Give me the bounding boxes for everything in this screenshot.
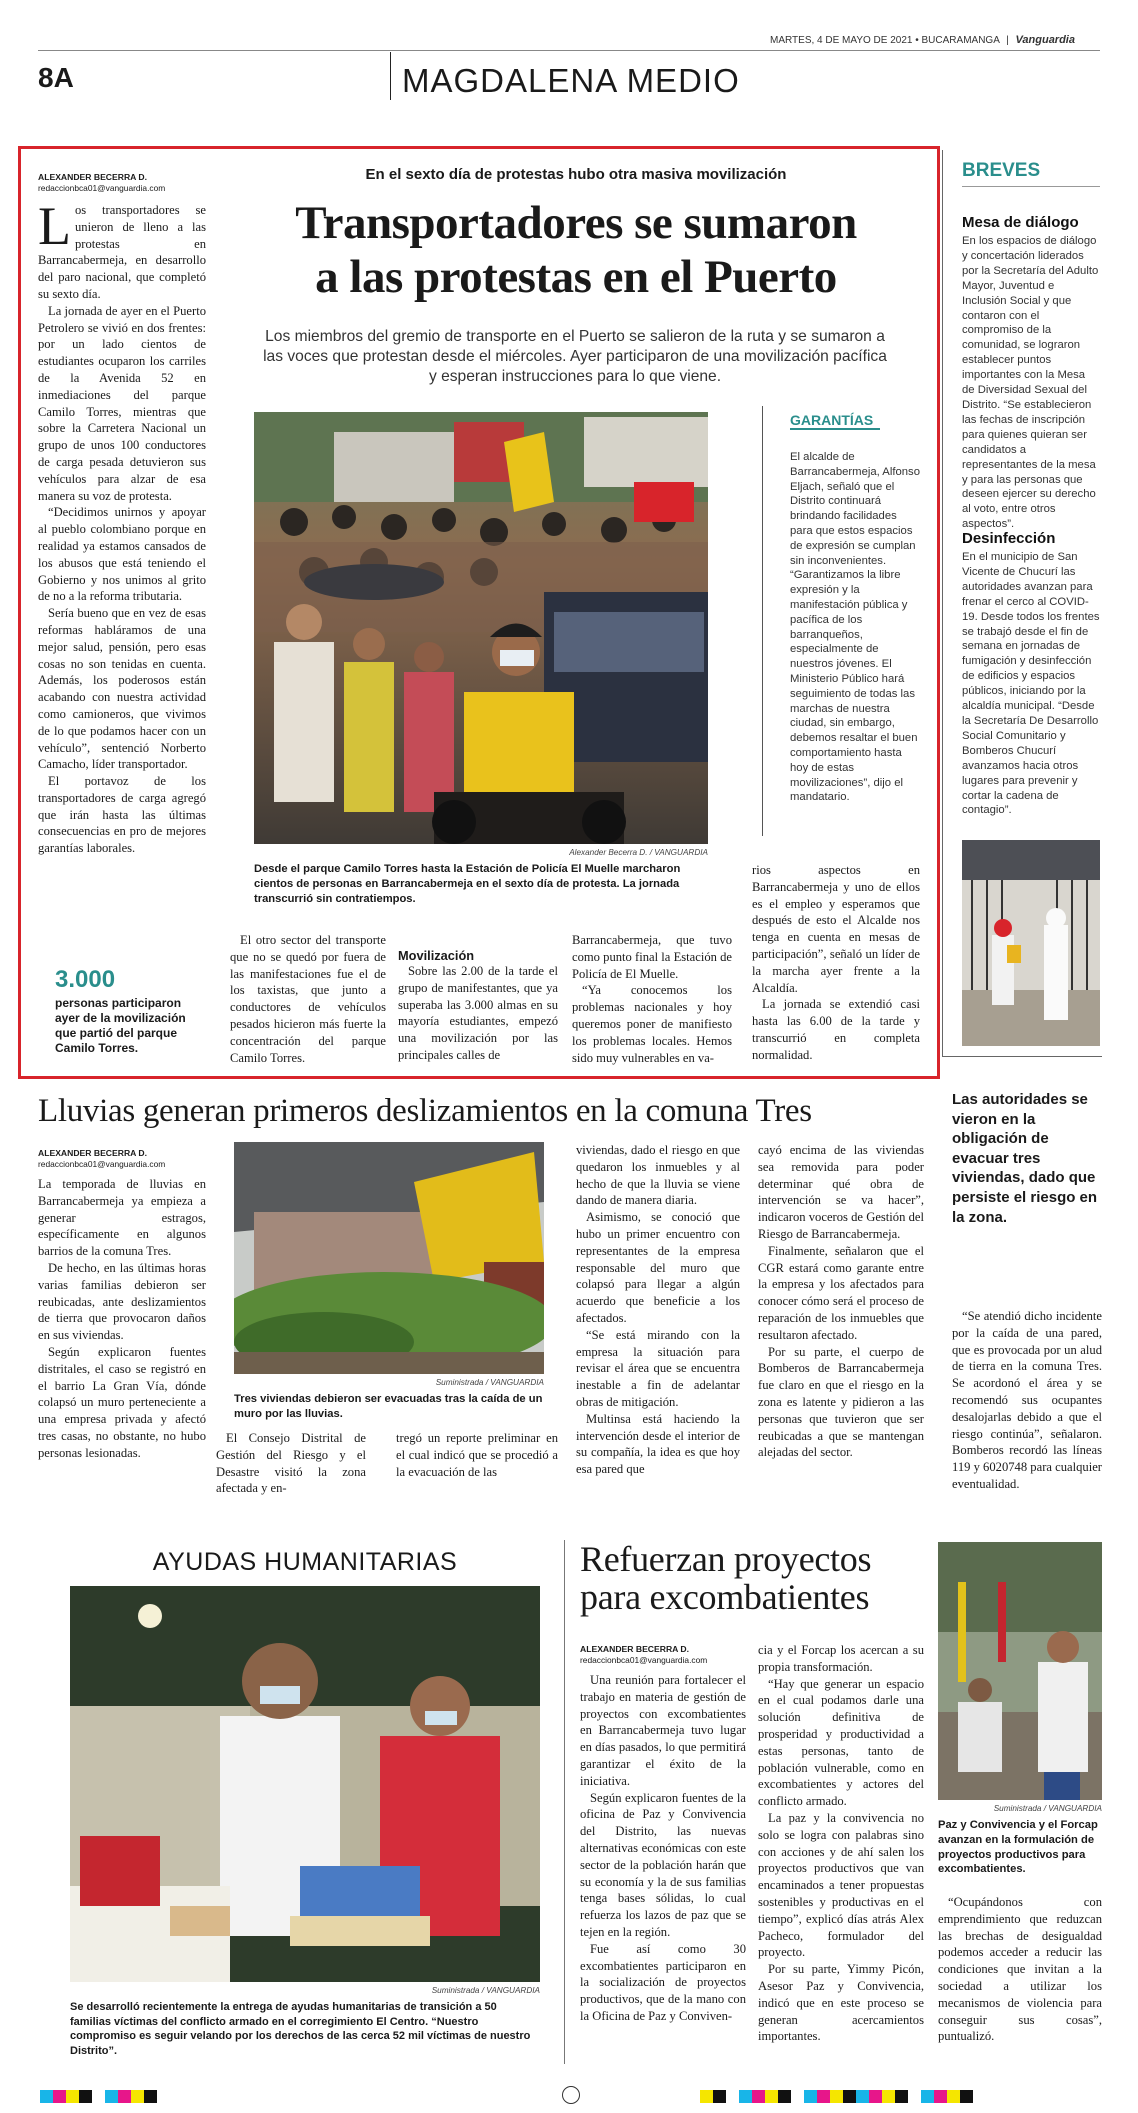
paragraph: cia y el Forcap los acercan a su propia transformación.: [758, 1643, 924, 1674]
second-pullquote: Las autoridades se vieron en la obligación de evacuar tres viviendas, dado que persiste el riesgo en la zona.: [952, 1091, 1098, 1226]
third-col2: [758, 1642, 924, 2045]
paragraph: Sería bueno que en vez de esas reformas habláramos de una mejor salud, pensión, pero esas cosas no son tenidas en cuenta. Además, los poderosos están acabando con nuestra actividad como camioneros, que vivimos de lo que podamos hacer con un vehículo”, sentenció Norberto Camacho, líder transportador.: [38, 606, 206, 772]
byline-email: redaccionbca01@vanguardia.com: [580, 1655, 708, 1665]
headline-line: Refuerzan proyectos: [580, 1539, 872, 1579]
second-photo-caption: Tres viviendas debieron ser evacuadas tras la caída de un muro por las lluvias.: [234, 1393, 543, 1420]
third-byline: [580, 1644, 760, 1666]
ayudas-photo: [70, 1586, 540, 1982]
paragraph: La jornada de ayer en el Puerto Petrolero se vivió en dos frentes: por un lado cientos de estudiantes ocuparon los carriles de la Avenida 52 en inmediaciones del parque Camilo Torres, mientras que sobre la Carretera Nacional un grupo de unos 100 conductores de carga pesada detuvieron sus vehículos para alzar de esa manera su voz de protesta.: [38, 303, 206, 503]
breves-item1-text: En los espacios de diálogo y concertación liderados por la Secretaría del Adulto Mayor, Juventud e Inclusión Social y que contaron con el compromiso de la comunidad, se lograron establecer puntos importantes con la Mesa de Diversidad Sexual del Distrito. “Se establecieron las fechas de inscripción para quienes quieran ser candidatos a representantes de la mesa y para las personas que deseen ejercer su derecho al voto, entre otros aspectos”.: [962, 235, 1099, 531]
paragraph: Fue así como 30 excombatientes participaron en la socialización de proyectos productivos, que de la mano con la Oficina de Paz y Conviven-: [580, 1941, 746, 2023]
ayudas-divider: [564, 1540, 565, 2064]
header-divider: [390, 52, 391, 100]
paragraph: Por su parte, Yimmy Picón, Asesor Paz y Convivencia, indicó que en este proceso se generan acercamientos importantes.: [758, 1962, 924, 2044]
lead-col1: [38, 196, 206, 857]
paragraph: El portavoz de los transportadores de carga agregó que irán hasta las últimas consecuencias en pro de mejores garantías laborales.: [38, 774, 206, 856]
meeting-illustration: [938, 1542, 1102, 1800]
disinfection-illustration: [962, 840, 1100, 1046]
ayudas-caption: Se desarrolló recientemente la entrega de ayudas humanitarias de transición a 50 familias víctimas del conflicto armado en el corregimiento El Centro. “Nuestro compromiso es seguir velando por los derechos de las cerca 52 mil víctimas de nuestro Distrito”.: [70, 2001, 531, 2057]
paragraph: “Ya conocemos los problemas nacionales y hoy queremos poner de manifiesto los problemas locales. Hemos sido muy vulnerables en va-: [572, 983, 732, 1065]
garantias-text: El alcalde de Barrancabermeja, Alfonso Eljach, señaló que el Distrito continuará brindando facilidades para que estos espacios de expresión se cumplan sin inconvenientes. “Garantizamos la libre expresión y la manifestación pública y pacífica de los barranqueños, especialmente de nuestros jóvenes. El Ministerio Público hará seguimiento de todas las marchas de nuestra ciudad, sin embargo, debemos resaltar el buen comportamiento hasta hoy de estas movilizaciones”, dijo el mandatario.: [790, 451, 920, 804]
paragraph: Multinsa está haciendo la intervención desde el interior de su compañía, la idea es que hoy esa pared que: [576, 1411, 740, 1477]
registration-bar-right: [700, 2090, 973, 2103]
paragraph: cayó encima de las viviendas sea removida para poder determinar qué obra de intervención se va hacer”, indicaron voceros de Gestión del Riesgo de Barrancabermeja.: [758, 1143, 924, 1241]
breves-item1-title: Mesa de diálogo: [962, 214, 1079, 231]
paragraph: La paz y la convivencia no solo se logra con palabras sino con acciones y de ahí salen los proyectos productivos que van encaminados a tener propuestas sostenibles y productivas en el tiempo”, explicó días atrás Alex Pacheco, formulador del proyecto.: [758, 1810, 924, 1960]
third-headline: [580, 1540, 940, 1616]
paragraph: “Ocupándonos con emprendimiento que reduzcan las brechas de desigualdad podemos acceder a reducir las condiciones que invitan a la sociedad a utilizar los mecanismos de violencia para conseguir sus cosas”, puntualizó.: [938, 1895, 1102, 2044]
second-col2b: [396, 1430, 558, 1480]
breves-photo: [962, 840, 1100, 1046]
paragraph: De hecho, en las últimas horas varias familias debieron ser reubicadas, ante deslizamientos de tierra que provocaron daños en sus viviendas.: [38, 1260, 206, 1343]
paragraph: tregó un reporte preliminar en el cual indicó que se procedió a la evacuación de las: [396, 1431, 558, 1479]
ayudas-title: AYUDAS HUMANITARIAS: [152, 1548, 458, 1576]
header-rule: [38, 50, 1100, 51]
section-title: MAGDALENA MEDIO: [402, 62, 740, 99]
paragraph: Según explicaron fuentes de la oficina de Paz y Convivencia del Distrito, las nuevas alternativas económicas con este sector de la población harán que su economía y la de sus familias tenga bases sólidas, lo cual refuerza los lazos de paz que se tejen en la región.: [580, 1790, 746, 1939]
subhead: Movilización: [398, 948, 475, 963]
paragraph: El otro sector del transporte que no se quedó por fuera de las manifestaciones fue el de los taxistas, que junto a conductores de vehículos pesados hicieron más fuerte la concentración del parque Camilo Torres.: [230, 933, 386, 1065]
garantias-rule: [790, 428, 880, 430]
third-photo: [938, 1542, 1102, 1800]
page-number: 8A: [38, 62, 74, 93]
paragraph: La jornada se extendió casi hasta las 6.00 de la tarde y transcurrió en completa normalidad.: [752, 997, 920, 1062]
dateline-text: MARTES, 4 DE MAYO DE 2021 • BUCARAMANGA: [770, 35, 1000, 46]
landslide-illustration: [234, 1142, 544, 1374]
paragraph: “Se atendió dicho incidente por la caída de una pared, que es provocada por un alud de tierra en la comuna Tres. Se acordonó el área y se recomendó sus ocupantes desalojarlas debido a que el riesgo continúa”, señalaron. Bomberos recordó las líneas 119 y 6020748 para cualquier eventualidad.: [952, 1309, 1102, 1491]
lead-photo: [254, 412, 708, 844]
breves-item2-text: En el municipio de San Vicente de Chucurí las autoridades avanzan para frenar el cerco al COVID-19. Desde todos los frentes se trabajó desde el fin de semana en jornadas de fumigación y desinfección de edificios y espacios públicos, iniciando por la alcaldía municipal. “Desde la Secretaría De Desarrollo Social Comunitario y Bomberos Chucurí avanzamos hacia otros lugares para prevenir y cortar la cadena de contagio”.: [962, 551, 1100, 817]
lead-deck: Los miembros del gremio de transporte en el Puerto se salieron de la ruta y se sumaron a las voces que protestan desde el miércoles. Ayer participaron de una movilización pacífica y esperan instrucciones para lo que viene.: [263, 328, 887, 385]
breves-rule: [962, 186, 1100, 187]
paragraph: Según explicaron fuentes distritales, el caso se registró en el barrio La Gran Vía, dónde colapsó un muro perteneciente a una empresa privada y afectó tres casas, no obstante, no hubo personas lesionadas.: [38, 1344, 206, 1460]
second-photo: [234, 1142, 544, 1374]
garantias-title: GARANTÍAS: [790, 412, 874, 428]
headline-line: Transportadores se sumaron: [295, 197, 857, 249]
third-col3: [938, 1894, 1102, 2045]
paragraph: “Se está mirando con la empresa la situación para revisar el área que se encuentra inestable a fin de adelantar obras de mitigación.: [576, 1327, 740, 1409]
byline-email: redaccionbca01@vanguardia.com: [38, 183, 166, 193]
second-col5: [952, 1308, 1102, 1493]
lead-photo-credit: Alexander Becerra D. / VANGUARDIA: [569, 848, 708, 857]
second-photo-credit: Suministrada / VANGUARDIA: [435, 1378, 544, 1387]
paragraph: viviendas, dado el riesgo en que quedaron los inmuebles y al hecho de que la lluvia se viene dando de manera diaria.: [576, 1143, 740, 1208]
breves-bottom-line: [942, 1056, 1102, 1057]
dropcap: L: [38, 196, 71, 256]
lead-headline: [226, 196, 926, 304]
paragraph: La temporada de lluvias en Barrancabermeja ya empieza a generar estragos, específicamente en algunos barrios de la comuna Tres.: [38, 1177, 206, 1259]
paragraph: Finalmente, señalaron que el CGR estará como garante entre la empresa y los afectados para conocer cómo será el proceso de reparación de los inmuebles que resultaron afectado.: [758, 1243, 924, 1342]
second-headline: Lluvias generan primeros deslizamientos en la comuna Tres: [38, 1093, 812, 1129]
lead-byline: [38, 172, 218, 194]
breves-rail-line: [942, 150, 943, 1056]
humanitarian-aid-illustration: [70, 1586, 540, 1982]
protest-crowd-illustration: [254, 412, 708, 844]
byline-name: ALEXANDER BECERRA D.: [38, 172, 148, 182]
lead-kicker: En el sexto día de protestas hubo otra masiva movilización: [365, 166, 787, 183]
byline-name: ALEXANDER BECERRA D.: [38, 1148, 148, 1158]
byline-name: ALEXANDER BECERRA D.: [580, 1644, 690, 1654]
breves-label: BREVES: [962, 160, 1041, 181]
dateline: MARTES, 4 DE MAYO DE 2021 • BUCARAMANGA | Vanguardia: [770, 34, 1075, 46]
paragraph: Sobre las 2.00 de la tarde el grupo de manifestantes, que ya superaba las 3.000 almas en su mayoría estudiantes, empezó una movilización por las principales calles de: [398, 964, 558, 1062]
brand-logo: Vanguardia: [1015, 34, 1075, 46]
paragraph: El Consejo Distrital de Gestión del Riesgo y el Desastre visitó la zona afectada y en-: [216, 1431, 366, 1496]
paragraph: Barrancabermeja, que tuvo como punto final la Estación de Policía de El Muelle.: [572, 933, 732, 981]
third-col1: [580, 1672, 746, 2025]
paragraph: Asimismo, se conoció que hubo un primer encuentro con representantes de la empresa responsable del muro que colapsó para llegar a algún acuerdo que beneficie a los afectados.: [576, 1210, 740, 1325]
lead-col4: [572, 932, 732, 1066]
second-col3: [576, 1142, 740, 1478]
byline-email: redaccionbca01@vanguardia.com: [38, 1159, 166, 1169]
paragraph: “Decidimos unirnos y apoyar al pueblo colombiano porque en realidad ya estamos cansados de los abusos que está teniendo el Gobierno y nos unimos al grito de no a la reforma tributaria.: [38, 505, 206, 604]
stat-number: 3.000: [55, 966, 116, 993]
paragraph: “Hay que generar un espacio en el cual podamos darle una solución definitiva de prosperidad y productividad a estas personas, tanto de población vulnerable, como en excombatientes y actores del conflicto armado.: [758, 1676, 924, 1809]
lead-photo-caption: Desde el parque Camilo Torres hasta la Estación de Policía El Muelle marcharon cientos de personas en Barrancabermeja en el sexto día de protesta. La jornada transcurrió sin contratiempos.: [254, 863, 681, 905]
third-photo-credit: Suministrada / VANGUARDIA: [993, 1804, 1102, 1813]
breves-item2-title: Desinfección: [962, 530, 1056, 547]
paragraph: Por su parte, el cuerpo de Bomberos de Barrancabermeja fue claro en que el riesgo en la zona es latente y pidieron a las personas que tuvieron que ser reubicadas a que se mantengan alejadas del sector.: [758, 1344, 924, 1460]
paragraph: Una reunión para fortalecer el trabajo en materia de gestión de proyectos con excombatientes en Barrancabermeja tuvo lugar en días pasados, lo que permitirá garantizar el éxito de la iniciativa.: [580, 1673, 746, 1788]
ayudas-photo-credit: Suministrada / VANGUARDIA: [431, 1986, 540, 1995]
stat-text: personas participaron ayer de la movilización que partió del parque Camilo Torres.: [55, 996, 186, 1055]
third-photo-caption: Paz y Convivencia y el Forcap avanzan en la formulación de proyectos productivos para excombatientes.: [938, 1819, 1098, 1876]
second-col1: [38, 1176, 206, 1462]
garantias-divider: [762, 406, 763, 836]
second-col2a: [216, 1430, 366, 1497]
lead-col3: [398, 948, 558, 1064]
second-byline: [38, 1148, 218, 1170]
registration-bar-left: [40, 2090, 157, 2103]
paragraph: os transportadores se unieron de lleno a las protestas en Barrancabermeja, en desarrollo del paro nacional, que completó su sexto día.: [38, 203, 206, 301]
second-col4: [758, 1142, 924, 1461]
registration-crosshair-icon: [562, 2086, 580, 2104]
lead-col5: [752, 862, 920, 1064]
headline-line: a las protestas en el Puerto: [315, 251, 837, 303]
paragraph: rios aspectos en Barrancabermeja y uno de ellos es el empleo y esperamos que después de esto el Alcalde nos tenga en cuenta en mesas de participación”, señaló un líder de la marcha ayer frente a la Alcaldía.: [752, 863, 920, 995]
lead-col2: [230, 932, 386, 1066]
headline-line: para excombatientes: [580, 1577, 870, 1617]
